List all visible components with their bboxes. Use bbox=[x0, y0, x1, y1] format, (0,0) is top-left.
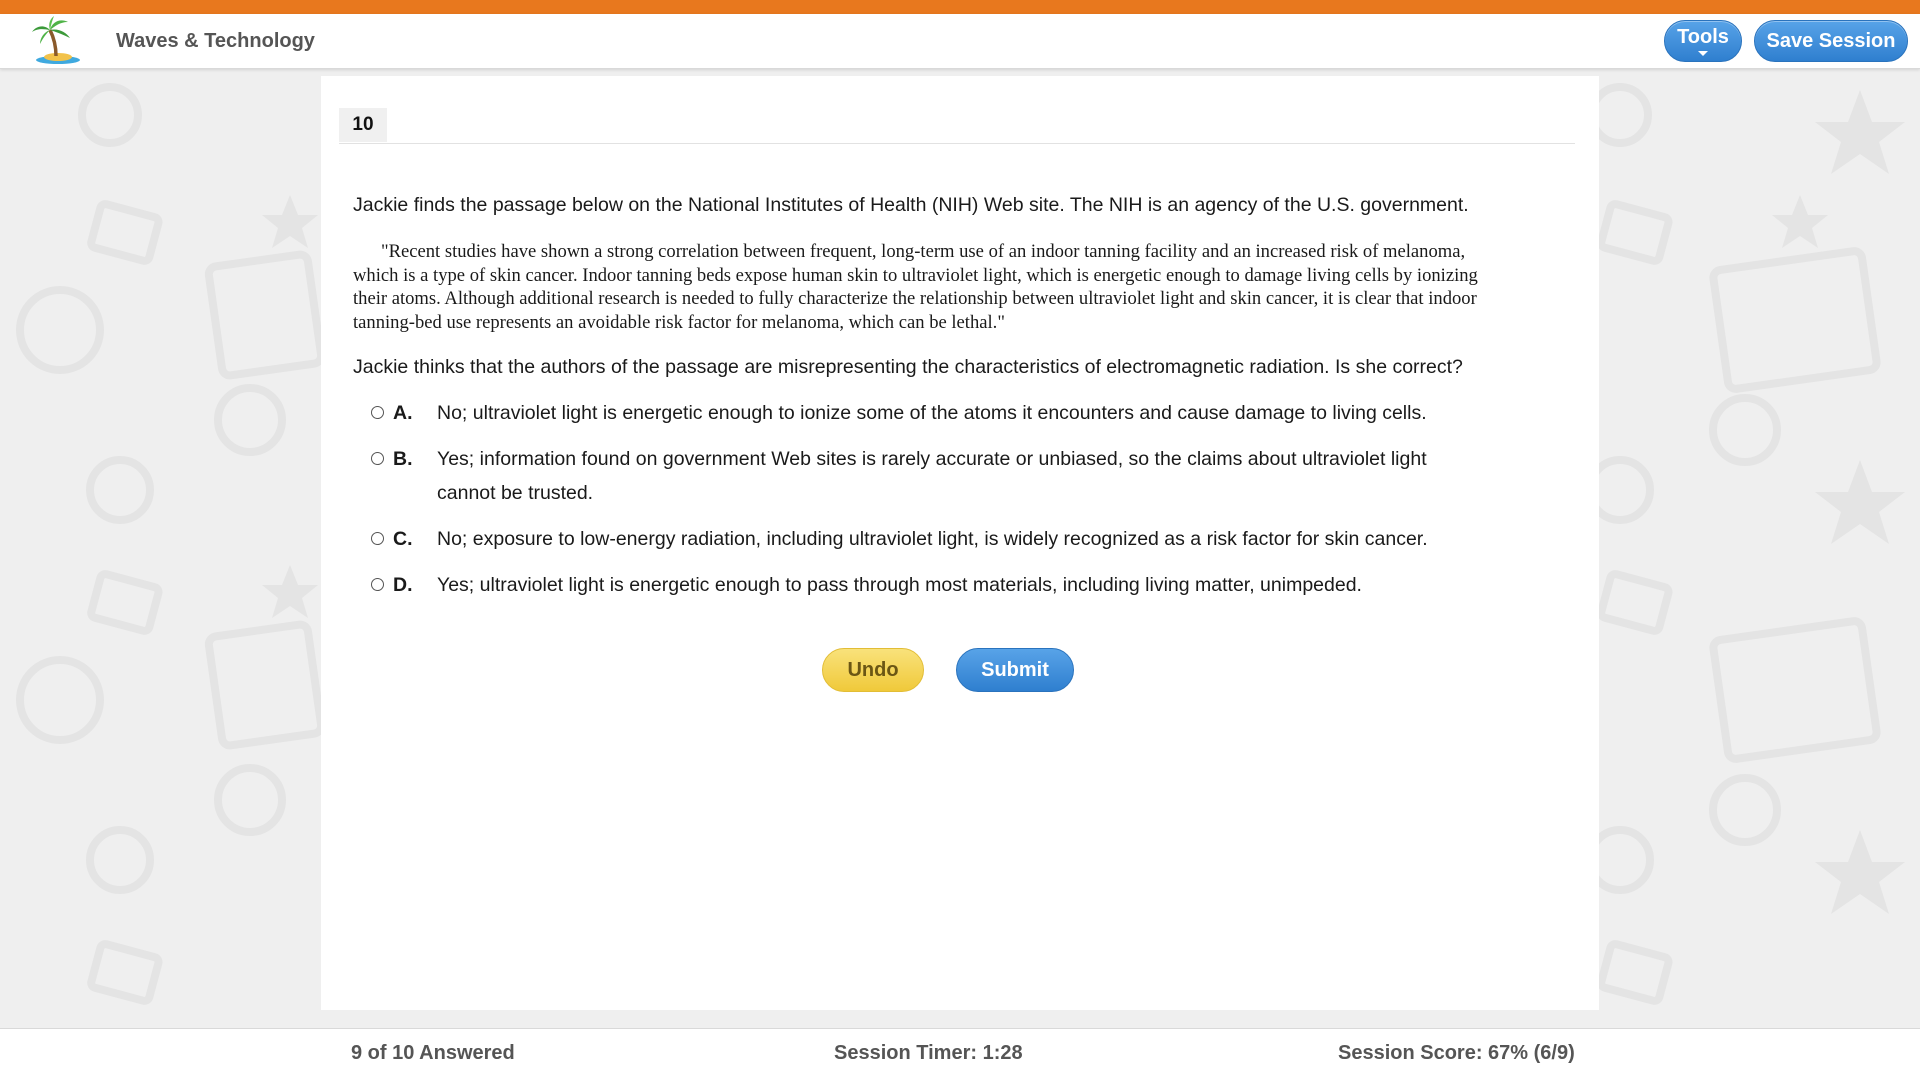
save-session-button[interactable]: Save Session bbox=[1754, 20, 1908, 62]
top-accent-stripe bbox=[0, 0, 1920, 14]
choice-text: Yes; information found on government Web sites is rarely accurate or unbiased, so the claims about ultraviolet light cannot be trusted. bbox=[437, 448, 1427, 504]
answer-choice-a[interactable] bbox=[371, 396, 1521, 430]
answer-choices bbox=[371, 396, 1521, 614]
caret-down-icon bbox=[1698, 51, 1708, 56]
choice-text: No; exposure to low-energy radiation, including ultraviolet light, is widely recognized as a risk factor for skin cancer. bbox=[437, 528, 1428, 550]
choice-letter: A. bbox=[393, 402, 413, 424]
choice-letter: C. bbox=[393, 528, 413, 550]
radio-button-b[interactable] bbox=[371, 452, 384, 465]
divider bbox=[339, 143, 1575, 144]
question-stem: Jackie finds the passage below on the National Institutes of Health (NIH) Web site. The NIH is an agency of the U.S. government. bbox=[353, 194, 1469, 216]
question-prompt: Jackie thinks that the authors of the passage are misrepresenting the characteristics of electromagnetic radiation. Is she correct? bbox=[353, 356, 1463, 378]
radio-button-a[interactable] bbox=[371, 406, 384, 419]
choice-letter: B. bbox=[393, 448, 413, 470]
choice-letter: D. bbox=[393, 574, 413, 596]
answer-choice-c[interactable] bbox=[371, 522, 1521, 556]
tools-button[interactable] bbox=[1664, 20, 1742, 62]
palm-tree-island-icon bbox=[30, 16, 82, 66]
radio-button-c[interactable] bbox=[371, 532, 384, 545]
answer-choice-b[interactable] bbox=[371, 442, 1521, 510]
question-number: 10 bbox=[339, 108, 387, 142]
status-footer bbox=[0, 1028, 1920, 1080]
choice-text: No; ultraviolet light is energetic enough to ionize some of the atoms it encounters and cause damage to living cells. bbox=[437, 402, 1427, 424]
app-title: Waves & Technology bbox=[116, 30, 315, 52]
tools-label: Tools bbox=[1677, 26, 1729, 48]
choice-text: Yes; ultraviolet light is energetic enough to pass through most materials, including living matter, unimpeded. bbox=[437, 574, 1362, 596]
quoted-passage: "Recent studies have shown a strong correlation between frequent, long-term use of an indoor tanning facility and an increased risk of melanoma, which is a type of skin cancer. Indoor tanning beds expose human skin to ultraviolet light, which is energetic enough to damage living cells by ionizing their atoms. Although additional research is needed to fully characterize the relationship between ultraviolet light and skin cancer, it is clear that indoor tanning-bed use represents an avoidable risk factor for melanoma, which can be lethal." bbox=[353, 241, 1478, 333]
session-timer: Session Timer: 1:28 bbox=[834, 1042, 1023, 1064]
undo-button[interactable]: Undo bbox=[822, 648, 924, 692]
answer-choice-d[interactable] bbox=[371, 568, 1521, 602]
session-score: Session Score: 67% (6/9) bbox=[1338, 1042, 1575, 1064]
app-header bbox=[0, 14, 1920, 69]
submit-button[interactable]: Submit bbox=[956, 648, 1074, 692]
answered-count: 9 of 10 Answered bbox=[351, 1042, 515, 1064]
question-panel bbox=[321, 76, 1599, 1010]
radio-button-d[interactable] bbox=[371, 578, 384, 591]
